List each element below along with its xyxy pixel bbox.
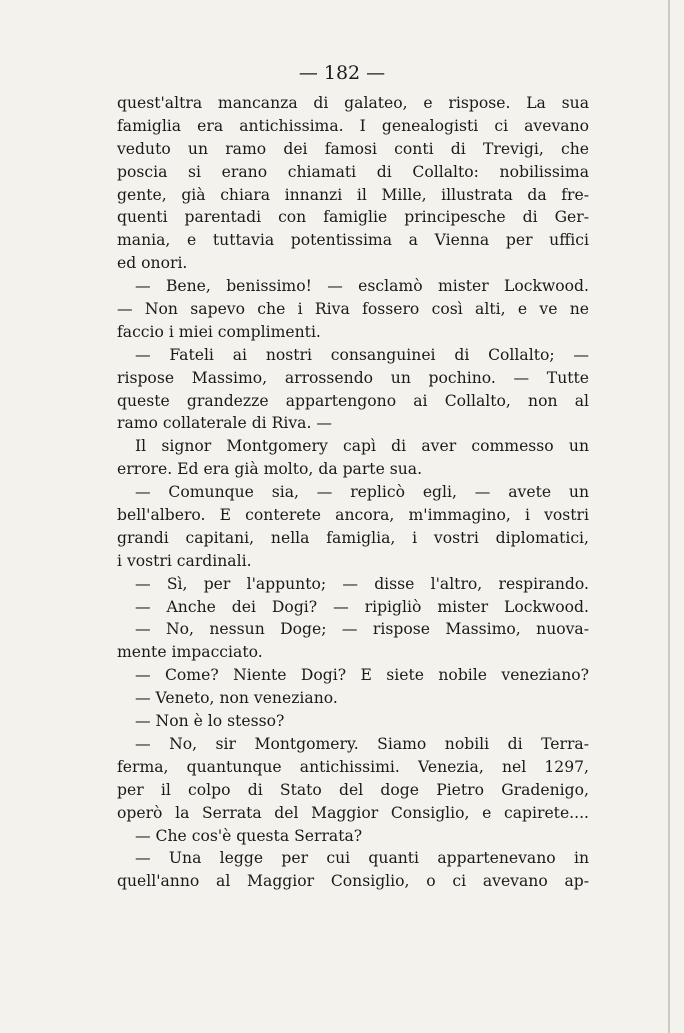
text-line: poscia si erano chiamati di Collalto: nobilissima: [117, 162, 589, 181]
text-line: — Bene, benissimo! — esclamò mister Lockwood.: [135, 277, 589, 296]
text-line: gente, già chiara innanzi il Mille, illustrata da fre-: [117, 185, 589, 204]
page-number: — 182 —: [298, 62, 386, 84]
text-line: queste grandezze appartengono ai Collalto, non al: [117, 391, 589, 410]
text-line: — Comunque sia, — replicò egli, — avete un: [135, 483, 589, 502]
text-line: rispose Massimo, arrossendo un pochino. — Tutte: [117, 368, 589, 387]
text-line: Il signor Montgomery capì di aver commesso un: [135, 437, 589, 456]
text-line: — Sì, per l'appunto; — disse l'altro, respirando.: [135, 574, 589, 593]
text-line: quell'anno al Maggior Consiglio, o ci avevano ap-: [117, 872, 589, 891]
text-line: — Non è lo stesso?: [135, 712, 285, 731]
text-line: — Anche dei Dogi? — ripigliò mister Lockwood.: [135, 597, 589, 616]
page-edge: [668, 0, 670, 1033]
text-line: per il colpo di Stato del doge Pietro Gradenigo,: [117, 780, 589, 799]
text-line: — Che cos'è questa Serrata?: [135, 826, 363, 845]
text-line: ramo collaterale di Riva. —: [117, 414, 332, 433]
text-line: ferma, quantunque antichissimi. Venezia, nel 1297,: [117, 757, 589, 776]
text-line: — No, nessun Doge; — rispose Massimo, nuova-: [135, 620, 589, 639]
text-line: mania, e tuttavia potentissima a Vienna per uffici: [117, 231, 589, 250]
text-line: — No, sir Montgomery. Siamo nobili di Terra-: [135, 734, 589, 753]
text-line: ed onori.: [117, 254, 188, 273]
text-line: — Fateli ai nostri consanguinei di Collalto; —: [135, 345, 589, 364]
body-text: [117, 92, 589, 893]
text-line: — Come? Niente Dogi? E siete nobile veneziano?: [135, 666, 589, 685]
text-line: errore. Ed era già molto, da parte sua.: [117, 460, 423, 479]
text-line: — Veneto, non veneziano.: [135, 689, 338, 708]
text-line: — Non sapevo che i Riva fossero così alti, e ve ne: [117, 300, 589, 319]
text-line: famiglia era antichissima. I genealogisti ci avevano: [117, 116, 589, 135]
text-line: grandi capitani, nella famiglia, i vostri diplomatici,: [117, 528, 589, 547]
text-line: operò la Serrata del Maggior Consiglio, e capirete....: [117, 803, 589, 822]
text-line: faccio i miei complimenti.: [117, 322, 321, 341]
text-line: i vostri cardinali.: [117, 551, 252, 570]
text-line: veduto un ramo dei famosi conti di Trevigi, che: [117, 139, 589, 158]
text-line: mente impacciato.: [117, 643, 263, 662]
text-line: bell'albero. E conterete ancora, m'immagino, i vostri: [117, 506, 589, 525]
text-line: — Una legge per cui quanti appartenevano in: [135, 849, 589, 868]
text-line: quest'altra mancanza di galateo, e rispose. La sua: [117, 94, 589, 112]
text-line: quenti parentadi con famiglie principesche di Ger-: [117, 208, 589, 227]
